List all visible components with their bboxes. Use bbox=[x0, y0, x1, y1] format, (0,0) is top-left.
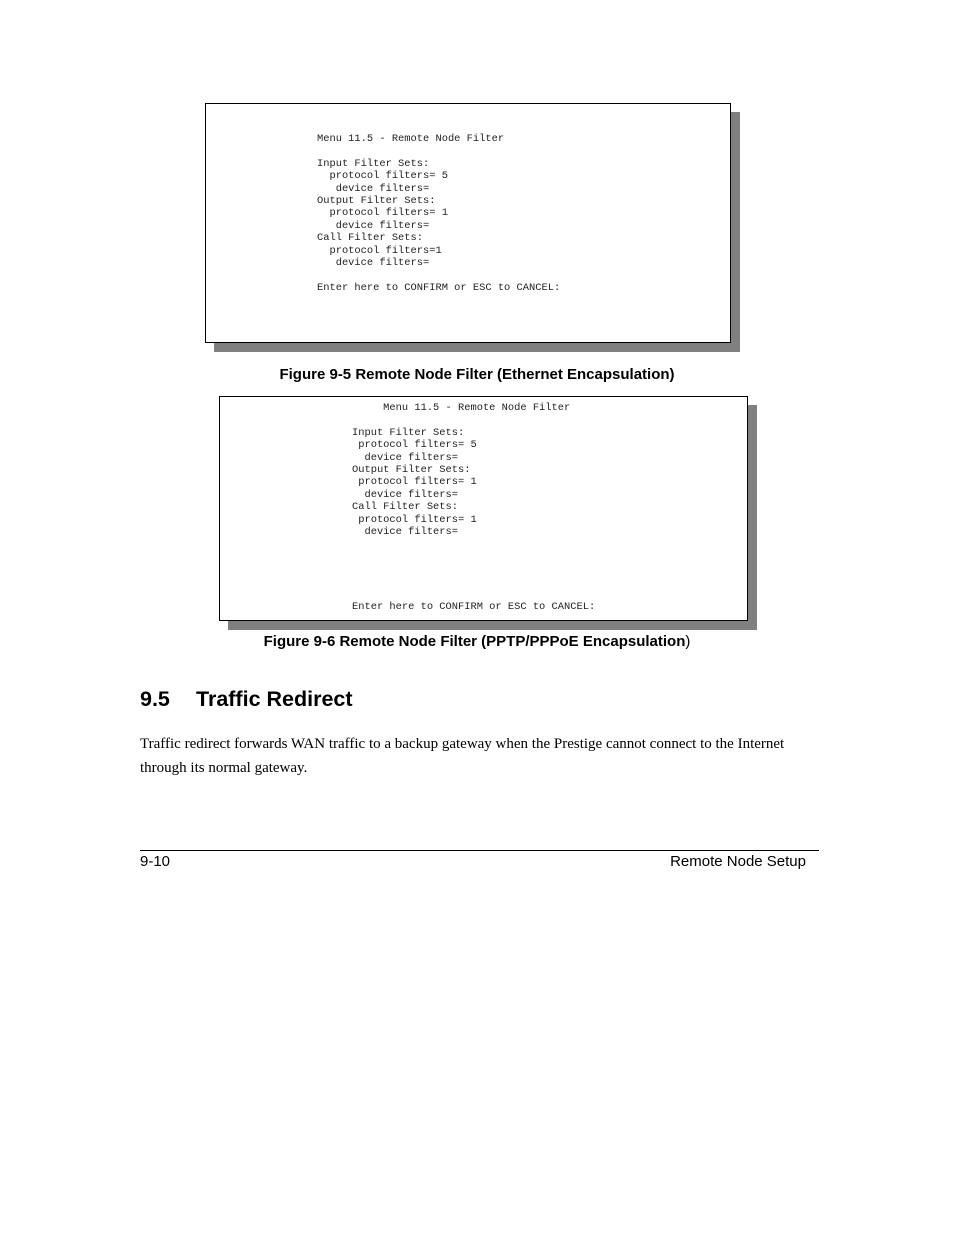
figure-9-5-screen bbox=[205, 103, 731, 343]
figure-9-6-caption bbox=[0, 633, 954, 650]
terminal-text: Menu 11.5 - Remote Node Filter Input Filter Sets: protocol filters= 5 device filters= Output Filter Sets: protocol filters= 1 device filters= Call Filter Sets: protocol filters=1 device filters= Enter here to CONFIRM or ESC to CANCEL: bbox=[317, 133, 561, 294]
caption-text: Figure 9-6 Remote Node Filter (PPTP/PPPoE Encapsulation bbox=[263, 633, 686, 650]
section-paragraph: Traffic redirect forwards WAN traffic to a backup gateway when the Prestige cannot connect to the Internet through its normal gateway. bbox=[140, 736, 785, 776]
footer-page-number: 9-10 bbox=[140, 853, 171, 870]
footer-chapter-title: Remote Node Setup bbox=[670, 853, 806, 870]
section-number: 9.5 bbox=[140, 687, 170, 711]
figure-9-5-caption: Figure 9-5 Remote Node Filter (Ethernet Encapsulation) bbox=[279, 366, 675, 383]
caption-close-paren: ) bbox=[685, 633, 691, 650]
footer-rule bbox=[140, 850, 819, 851]
figure-9-6-screen bbox=[219, 396, 748, 621]
section-title: Traffic Redirect bbox=[196, 687, 353, 711]
terminal-text: Menu 11.5 - Remote Node Filter Input Filter Sets: protocol filters= 5 device filters= Output Filter Sets: protocol filters= 1 device filters= Call Filter Sets: protocol filters= 1 device filters= Enter here to CONFIRM or ESC to CANCEL: bbox=[352, 402, 596, 613]
section-heading bbox=[140, 687, 353, 712]
